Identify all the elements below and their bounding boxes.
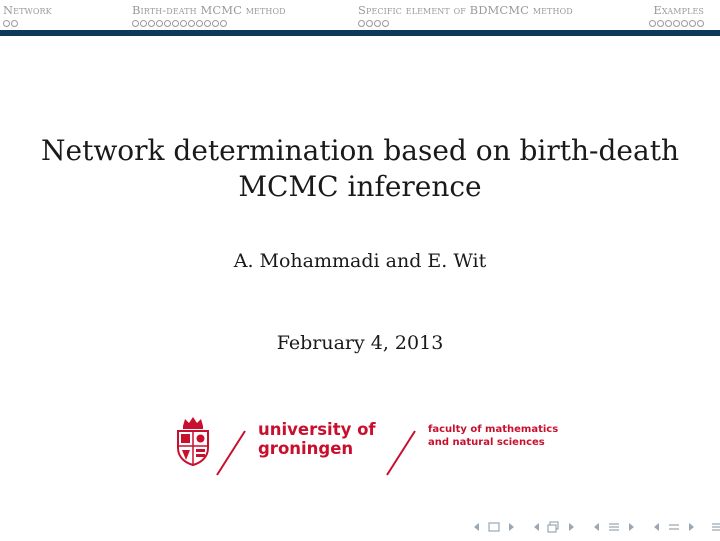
section-label: Specific element of BDMCMC method xyxy=(358,3,573,17)
section-label: Birth-death MCMC method xyxy=(132,3,286,17)
section-nav-network[interactable] xyxy=(3,3,52,28)
faculty-name-line-2: and natural sciences xyxy=(428,437,545,448)
university-crest-icon xyxy=(175,416,211,466)
slide-dot[interactable] xyxy=(374,20,381,27)
slide-dot[interactable] xyxy=(358,20,365,27)
slide-dot[interactable] xyxy=(156,20,163,27)
section-nav-birth-death[interactable] xyxy=(132,3,286,28)
frame-icon[interactable] xyxy=(487,521,501,533)
slide-dot[interactable] xyxy=(673,20,680,27)
section-progress-dots xyxy=(649,20,704,28)
faculty-wordmark xyxy=(428,423,558,449)
slide-dot[interactable] xyxy=(140,20,147,27)
slide-dot[interactable] xyxy=(697,20,704,27)
section-icon[interactable] xyxy=(607,521,621,533)
title-line-2: MCMC inference xyxy=(238,170,482,203)
slide-dot[interactable] xyxy=(649,20,656,27)
header-rule xyxy=(0,30,720,36)
logo-divider-slash xyxy=(215,430,247,476)
slide-dot[interactable] xyxy=(148,20,155,27)
slide-dot[interactable] xyxy=(212,20,219,27)
slide-dot[interactable] xyxy=(681,20,688,27)
logo-divider-slash xyxy=(385,430,417,476)
slide-dot[interactable] xyxy=(132,20,139,27)
slide-dot[interactable] xyxy=(220,20,227,27)
slide-next-icon[interactable] xyxy=(684,521,698,533)
subsection-next-icon[interactable] xyxy=(564,521,578,533)
beamer-navigation xyxy=(470,521,720,533)
align-icon[interactable] xyxy=(710,521,720,533)
section-label: Network xyxy=(3,3,52,17)
slide-dot[interactable] xyxy=(180,20,187,27)
frame-prev-icon[interactable] xyxy=(470,521,484,533)
university-of-groningen-wordmark xyxy=(258,420,376,458)
slide-dot[interactable] xyxy=(366,20,373,27)
section-label: Examples xyxy=(653,3,704,17)
faculty-name-line-1: faculty of mathematics xyxy=(428,424,559,435)
section-next-icon[interactable] xyxy=(624,521,638,533)
slide-dot[interactable] xyxy=(665,20,672,27)
presentation-title xyxy=(0,133,720,205)
slide-dot[interactable] xyxy=(689,20,696,27)
slide-dot[interactable] xyxy=(196,20,203,27)
university-name-line-2: groningen xyxy=(258,439,354,458)
slide-dot[interactable] xyxy=(11,20,18,27)
section-nav-examples[interactable] xyxy=(649,3,704,28)
section-progress-dots xyxy=(3,20,52,28)
slide-dot[interactable] xyxy=(172,20,179,27)
presentation-date: February 4, 2013 xyxy=(276,332,444,354)
section-prev-icon[interactable] xyxy=(590,521,604,533)
authors: A. Mohammadi and E. Wit xyxy=(233,250,487,272)
slide-dot[interactable] xyxy=(188,20,195,27)
beamer-header xyxy=(0,0,720,36)
subsection-prev-icon[interactable] xyxy=(530,521,544,533)
frame-next-icon[interactable] xyxy=(504,521,518,533)
section-progress-dots xyxy=(132,20,286,28)
slide-dot[interactable] xyxy=(657,20,664,27)
slide-icon[interactable] xyxy=(667,521,681,533)
logo-bar xyxy=(0,410,720,470)
title-line-1: Network determination based on birth-death xyxy=(41,134,679,167)
slide-dot[interactable] xyxy=(382,20,389,27)
university-name-line-1: university of xyxy=(258,420,376,439)
slide-dot[interactable] xyxy=(204,20,211,27)
subsection-icon[interactable] xyxy=(547,521,561,533)
slide-dot[interactable] xyxy=(3,20,10,27)
slide-dot[interactable] xyxy=(164,20,171,27)
slide-prev-icon[interactable] xyxy=(650,521,664,533)
section-nav-specific-element[interactable] xyxy=(358,3,573,28)
section-progress-dots xyxy=(358,20,573,28)
